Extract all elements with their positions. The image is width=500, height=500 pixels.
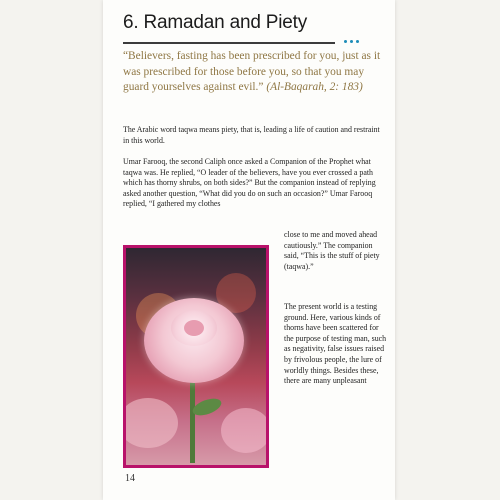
rose-photo-frame	[123, 245, 269, 468]
page-number: 14	[125, 473, 135, 484]
chapter-heading: 6. Ramadan and Piety	[123, 12, 308, 33]
book-page	[103, 0, 395, 500]
quran-quote	[123, 49, 385, 96]
rose-leaf	[191, 395, 224, 418]
quote-citation: (Al-Baqarah, 2: 183)	[266, 81, 363, 94]
quote-text: “Believers, fasting has been prescribed for you, just as it was prescribed for those before you, so that you may guard yourselves against evil.”	[123, 50, 381, 94]
decorative-dots-icon	[344, 40, 362, 46]
heading-rule	[123, 42, 335, 44]
paragraph-umar-farooq: Umar Farooq, the second Caliph once asked a Companion of the Prophet what taqwa was. He replied, “O leader of the believers, have you ever crossed a path which has thorny shrubs, on both sides?” But the companion instead of replying asked another question, “What did you do on such an occasion?” Umar Farooq replied, “I gathered my clothes	[123, 157, 376, 209]
paragraph-continued: close to me and moved ahead cautiously.” The companion said, “This is the stuff of piety (taqwa).”	[284, 230, 380, 271]
paragraph-testing-ground: The present world is a testing ground. Here, various kinds of thorns have been scattered for the purpose of testing man, such as negativity, false issues raised by frivolous people, the lure of worldly things. Besides these, there are many unpleasant	[284, 302, 387, 386]
rose-photo	[126, 248, 266, 465]
paragraph-taqwa-definition: The Arabic word taqwa means piety, that is, leading a life of caution and restraint in this world.	[123, 125, 380, 145]
